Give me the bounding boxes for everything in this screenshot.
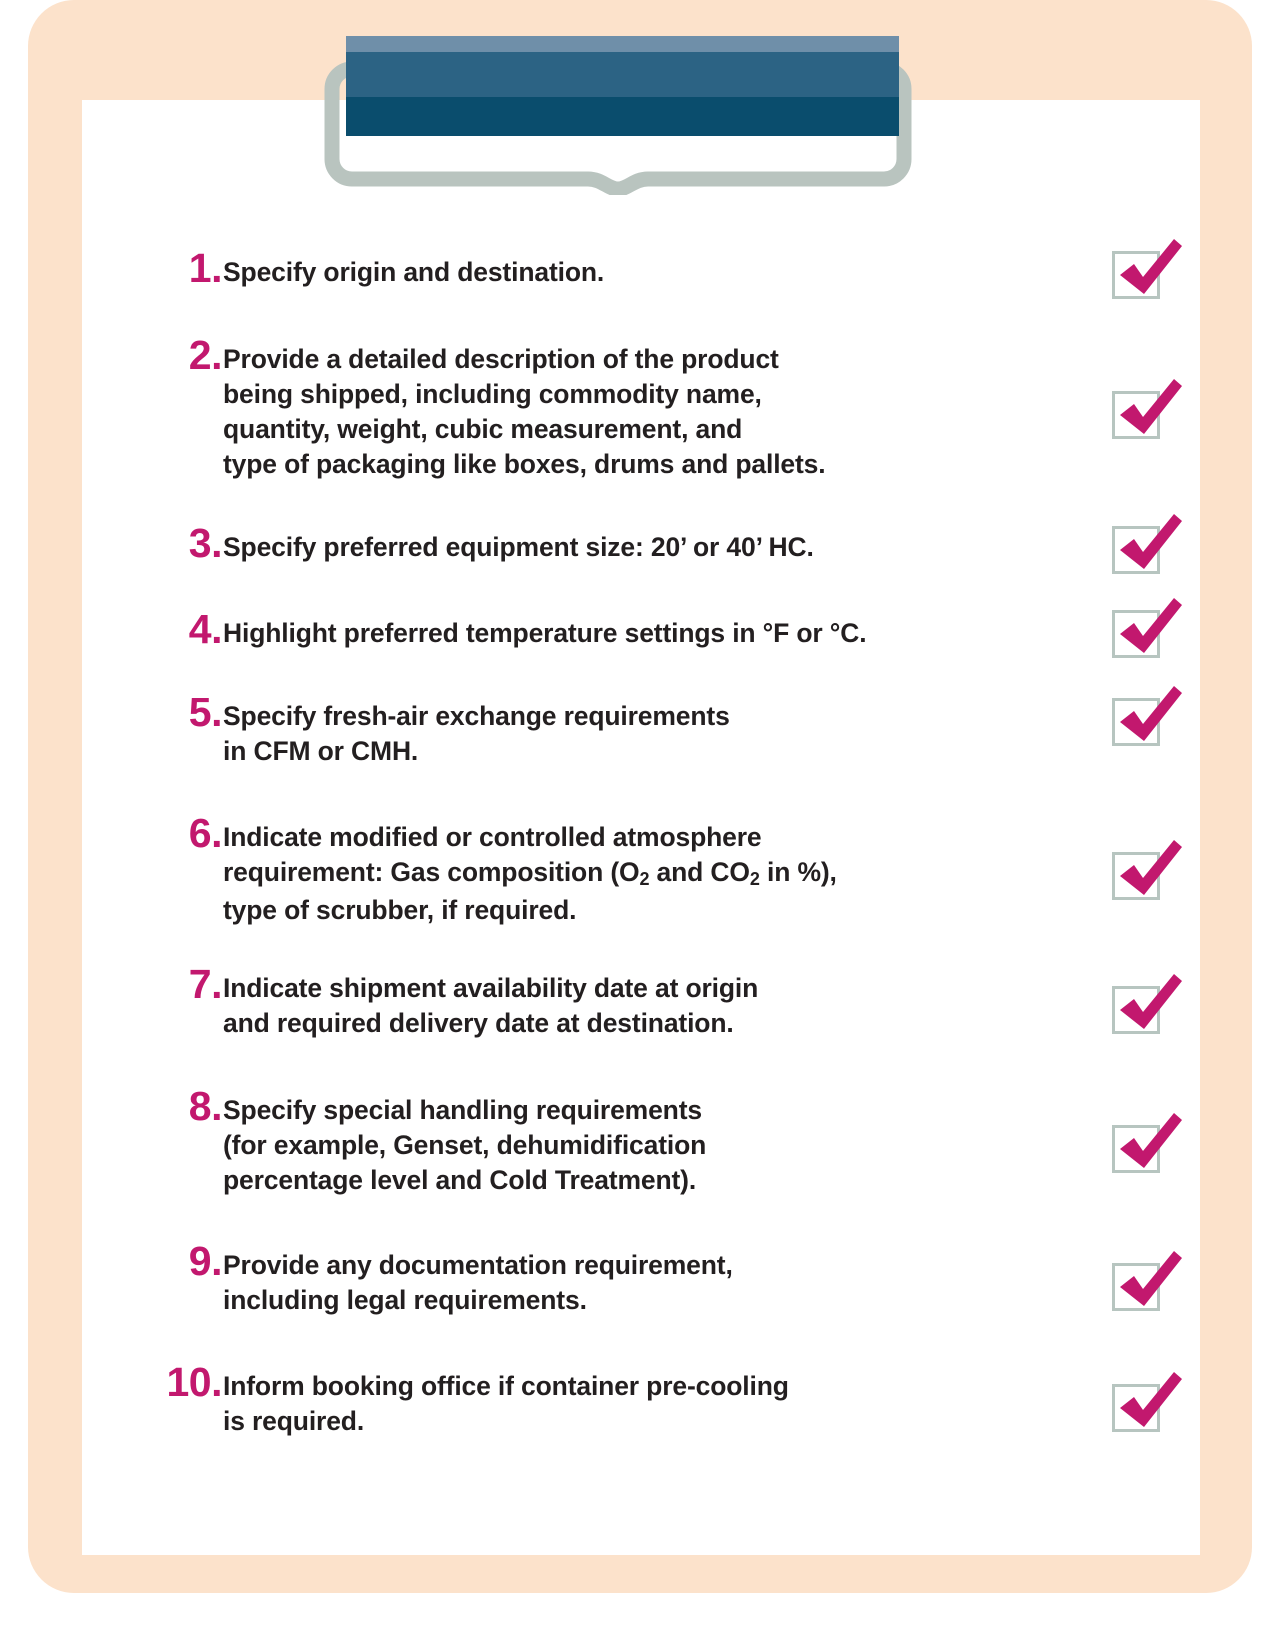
item-checkbox[interactable] xyxy=(1112,972,1186,1046)
clip-band-medium xyxy=(346,52,899,97)
item-checkbox[interactable] xyxy=(1112,512,1186,586)
item-number: 4. xyxy=(188,606,222,652)
checkmark-icon xyxy=(1110,684,1184,758)
item-number: 6. xyxy=(188,810,222,856)
item-number: 3. xyxy=(188,520,222,566)
item-number: 9. xyxy=(188,1238,222,1284)
item-text: Specify preferred equipment size: 20’ or 40’ HC. xyxy=(223,532,814,562)
item-checkbox[interactable] xyxy=(1112,684,1186,758)
item-text: Indicate shipment availability date at origin and required delivery date at destination. xyxy=(223,973,759,1038)
checkmark-icon xyxy=(1110,512,1184,586)
checkmark-icon xyxy=(1110,838,1184,912)
checkmark-icon xyxy=(1110,377,1184,451)
item-checkbox[interactable] xyxy=(1112,377,1186,451)
item-checkbox[interactable] xyxy=(1112,1370,1186,1444)
checkmark-icon xyxy=(1110,1249,1184,1323)
item-text: Provide any documentation requirement, including legal requirements. xyxy=(223,1250,733,1315)
item-text: Specify fresh-air exchange requirements in CFM or CMH. xyxy=(223,701,730,766)
checkmark-icon xyxy=(1110,972,1184,1046)
item-text: Inform booking office if container pre-cooling is required. xyxy=(223,1371,789,1436)
item-text: Indicate modified or controlled atmosphere requirement: Gas composition ($O_2$ and $CO_2$ in %), type of scrubber, if required. xyxy=(223,822,837,925)
item-checkbox[interactable] xyxy=(1112,1111,1186,1185)
item-number: 10. xyxy=(166,1359,222,1405)
checkmark-icon xyxy=(1110,237,1184,311)
item-text: Specify origin and destination. xyxy=(223,257,605,287)
item-number: 1. xyxy=(188,245,222,291)
item-checkbox[interactable] xyxy=(1112,237,1186,311)
item-number: 7. xyxy=(188,961,222,1007)
checkmark-icon xyxy=(1110,1370,1184,1444)
item-checkbox[interactable] xyxy=(1112,1249,1186,1323)
checklist xyxy=(82,100,1200,1555)
item-text: Provide a detailed description of the product being shipped, including commodity name, quantity, weight, cubic measurement, and type of packaging like boxes, drums and pallets. xyxy=(223,344,826,479)
checkmark-icon xyxy=(1110,596,1184,670)
item-text: Highlight preferred temperature settings in °F or °C. xyxy=(223,618,867,648)
clip-band-light xyxy=(346,36,899,52)
item-text: Specify special handling requirements (for example, Genset, dehumidification percentage level and Cold Treatment). xyxy=(223,1095,707,1195)
item-number: 2. xyxy=(188,332,222,378)
item-checkbox[interactable] xyxy=(1112,596,1186,670)
checkmark-icon xyxy=(1110,1111,1184,1185)
item-checkbox[interactable] xyxy=(1112,838,1186,912)
item-number: 5. xyxy=(188,689,222,735)
item-number: 8. xyxy=(188,1083,222,1129)
